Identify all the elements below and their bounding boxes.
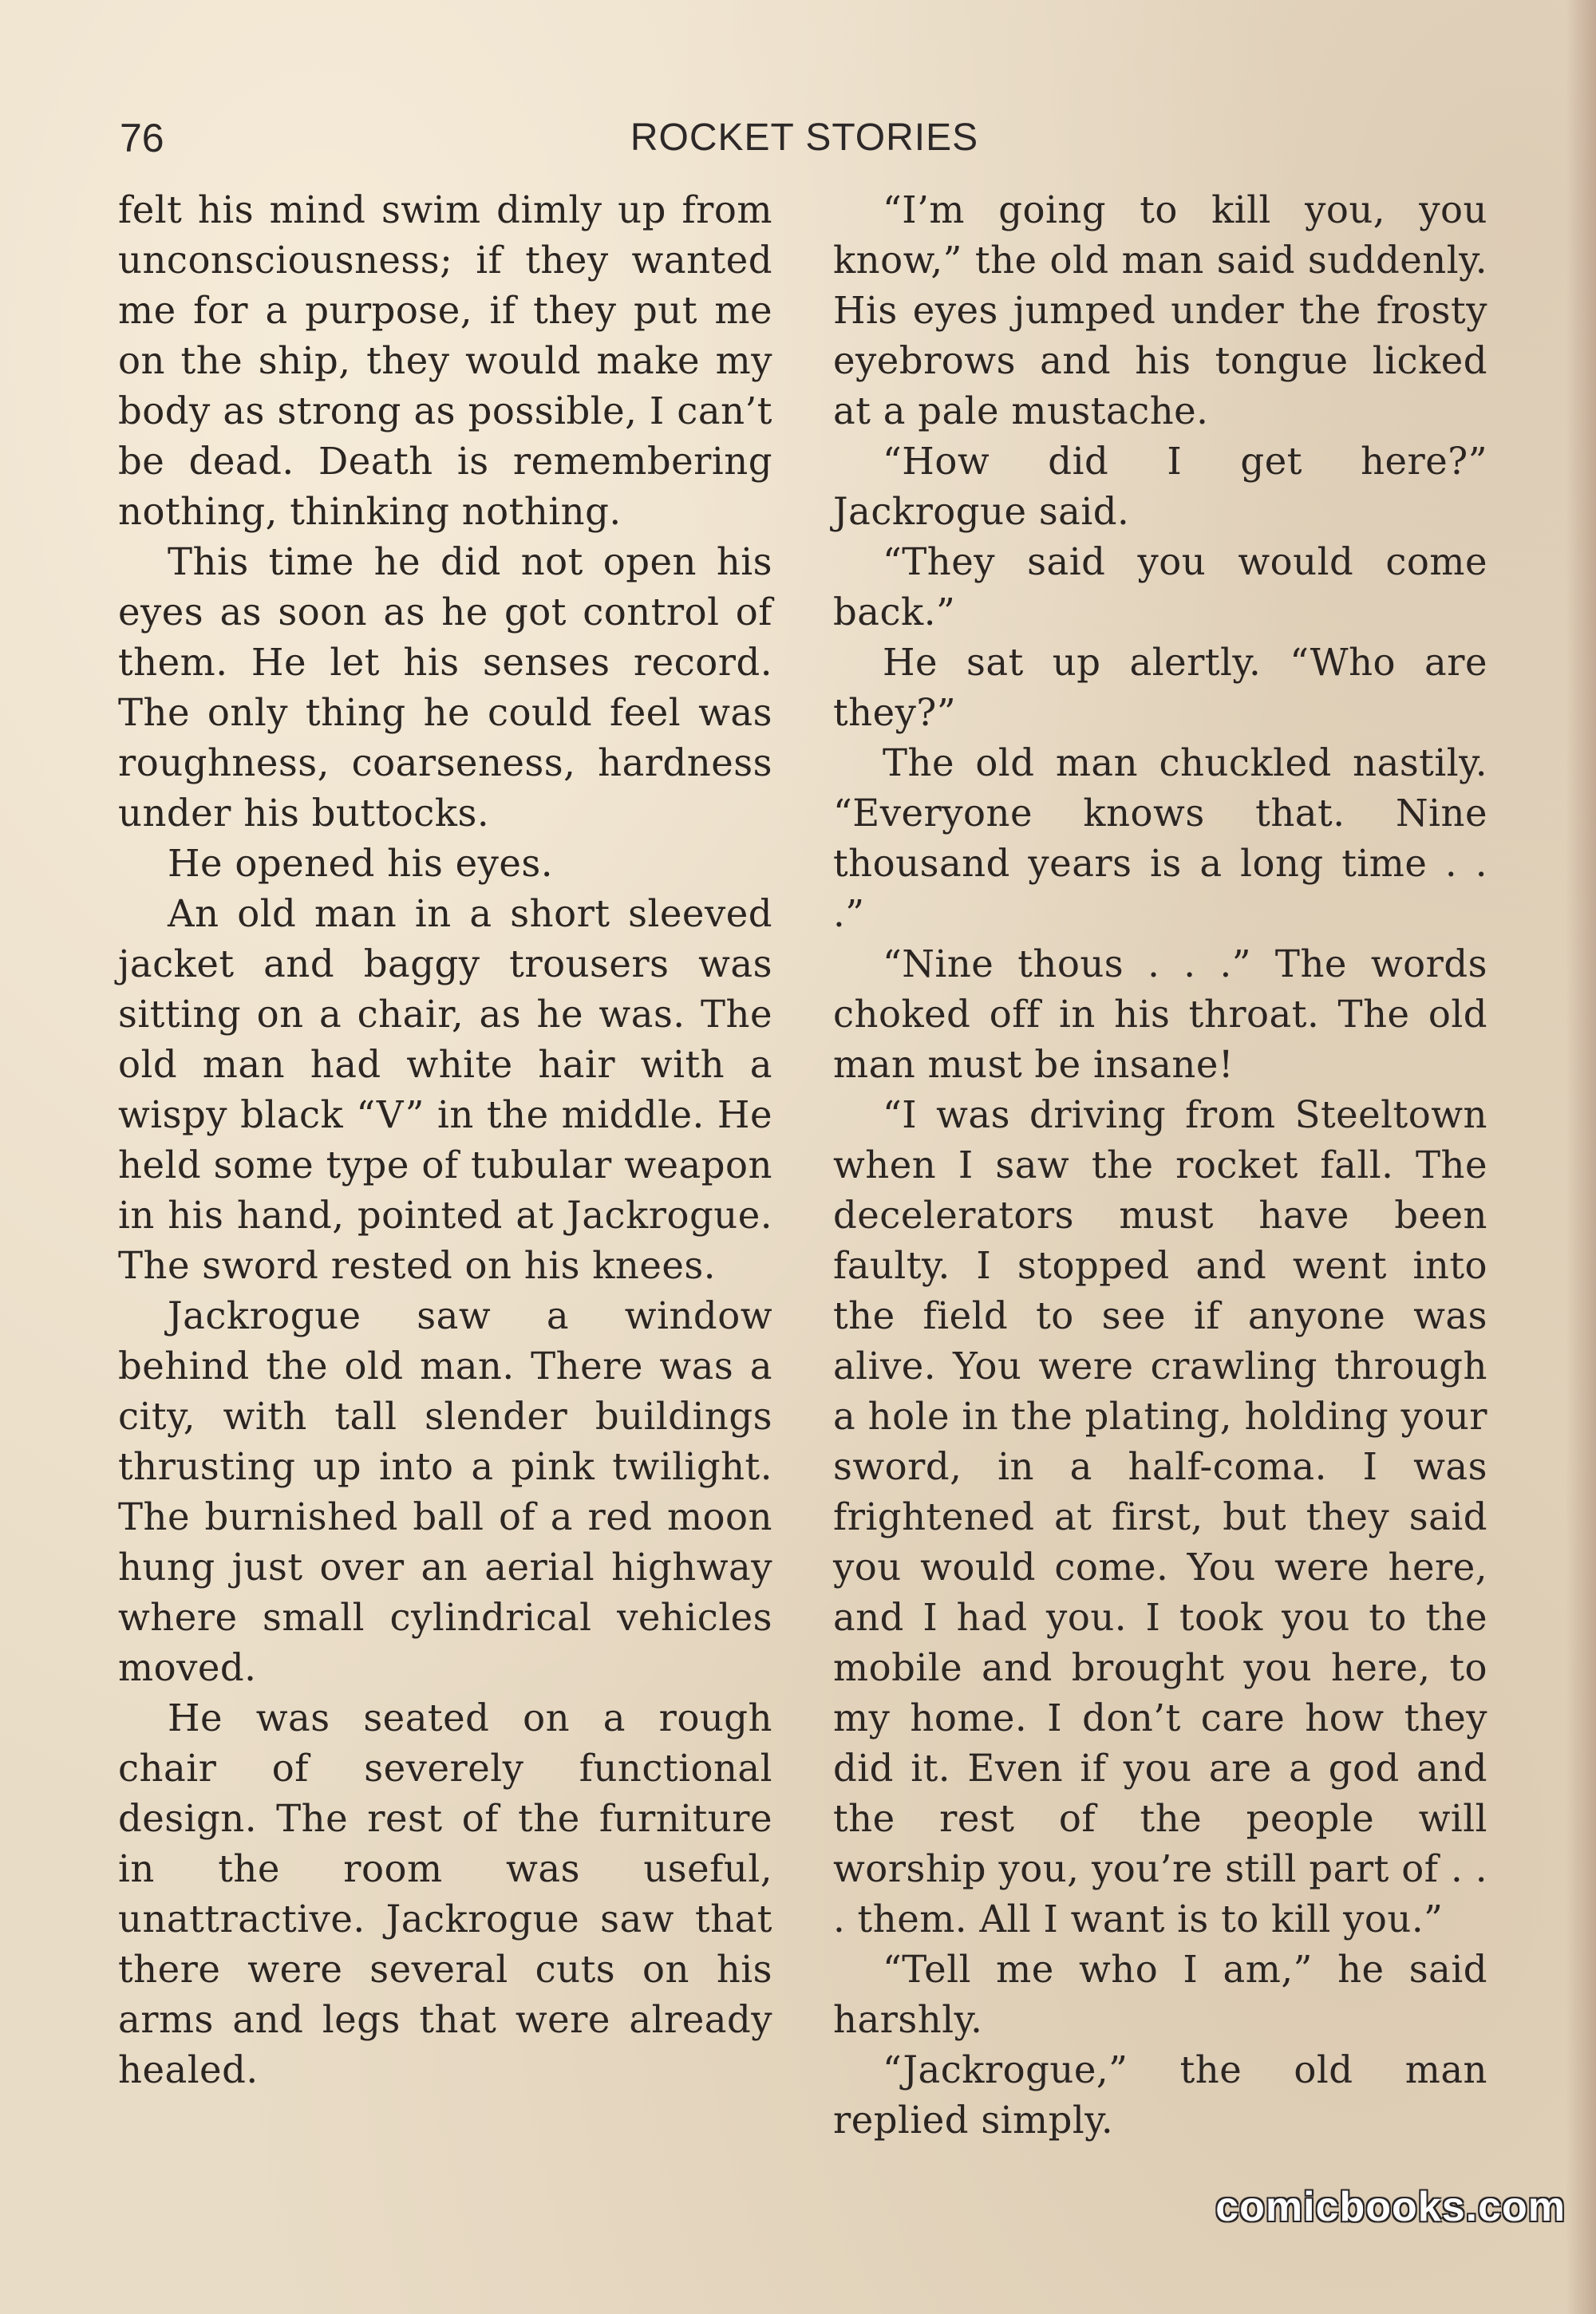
paragraph: “Jackrogue,” the old man replied simply. <box>833 2048 1487 2142</box>
paragraph: “How did I get here?” Jackrogue said. <box>833 440 1487 533</box>
page-number: 76 <box>120 116 164 160</box>
paragraph: “Nine thous . . .” The words choked off in his throat. The old man must be insane! <box>833 942 1487 1086</box>
page-edge-shadow <box>1566 0 1596 2314</box>
paragraph: “I’m going to kill you, you know,” the old man said suddenly. His eyes jumped under the frosty eyebrows and his tongue licked at a pale mustache. <box>833 188 1487 432</box>
running-title: ROCKET STORIES <box>630 116 979 159</box>
paragraph: He opened his eyes. <box>168 842 554 885</box>
paragraph: An old man in a short sleeved jacket and baggy trousers was sitting on a chair, as he was. The old man had white hair with a wispy black “V” in the middle. He held some type of tubular weapon in his hand, pointed at Jackrogue. The sword rested on his knees. <box>118 892 772 1287</box>
paragraph: felt his mind swim dimly up from unconsciousness; if they wanted me for a purpose, if they put me on the ship, they would make my body as strong as possible, I can’t be dead. Death is remembering nothing, thinking nothing. <box>118 188 772 533</box>
paragraph: He sat up alertly. “Who are they?” <box>833 641 1487 734</box>
paragraph: This time he did not open his eyes as soon as he got control of them. He let his senses record. The only thing he could feel was roughness, coarseness, hardness under his buttocks. <box>118 540 772 835</box>
paragraph: He was seated on a rough chair of severely functional design. The rest of the furniture in the room was useful, unattractive. Jackrogue saw that there were several cuts on his arms and legs that were already healed. <box>118 1696 772 2091</box>
left-column <box>118 185 772 2095</box>
paragraph: Jackrogue saw a window behind the old man. There was a city, with tall slender buildings thrusting up into a pink twilight. The burnished ball of a red moon hung just over an aerial highway where small cylindrical vehicles moved. <box>118 1294 772 1689</box>
watermark: comicbooks.com <box>1215 2184 1566 2230</box>
paragraph: The old man chuckled nastily. “Everyone knows that. Nine thousand years is a long time . . .” <box>833 741 1487 935</box>
paragraph: “They said you would come back.” <box>833 540 1487 634</box>
paragraph: “Tell me who I am,” he said harshly. <box>833 1948 1487 2041</box>
right-column <box>833 185 1487 2146</box>
paragraph: “I was driving from Steeltown when I saw the rocket fall. The decelerators must have been faulty. I stopped and went into the field to see if anyone was alive. You were crawling through a hole in the plating, holding your sword, in a half-coma. I was frightened at first, but they said you would come. You were here, and I had you. I took you to the mobile and brought you here, to my home. I don’t care how they did it. Even if you are a god and the rest of the people will worship you, you’re still part of . . . them. All I want is to kill you.” <box>833 1093 1487 1941</box>
page-header <box>120 110 1489 166</box>
